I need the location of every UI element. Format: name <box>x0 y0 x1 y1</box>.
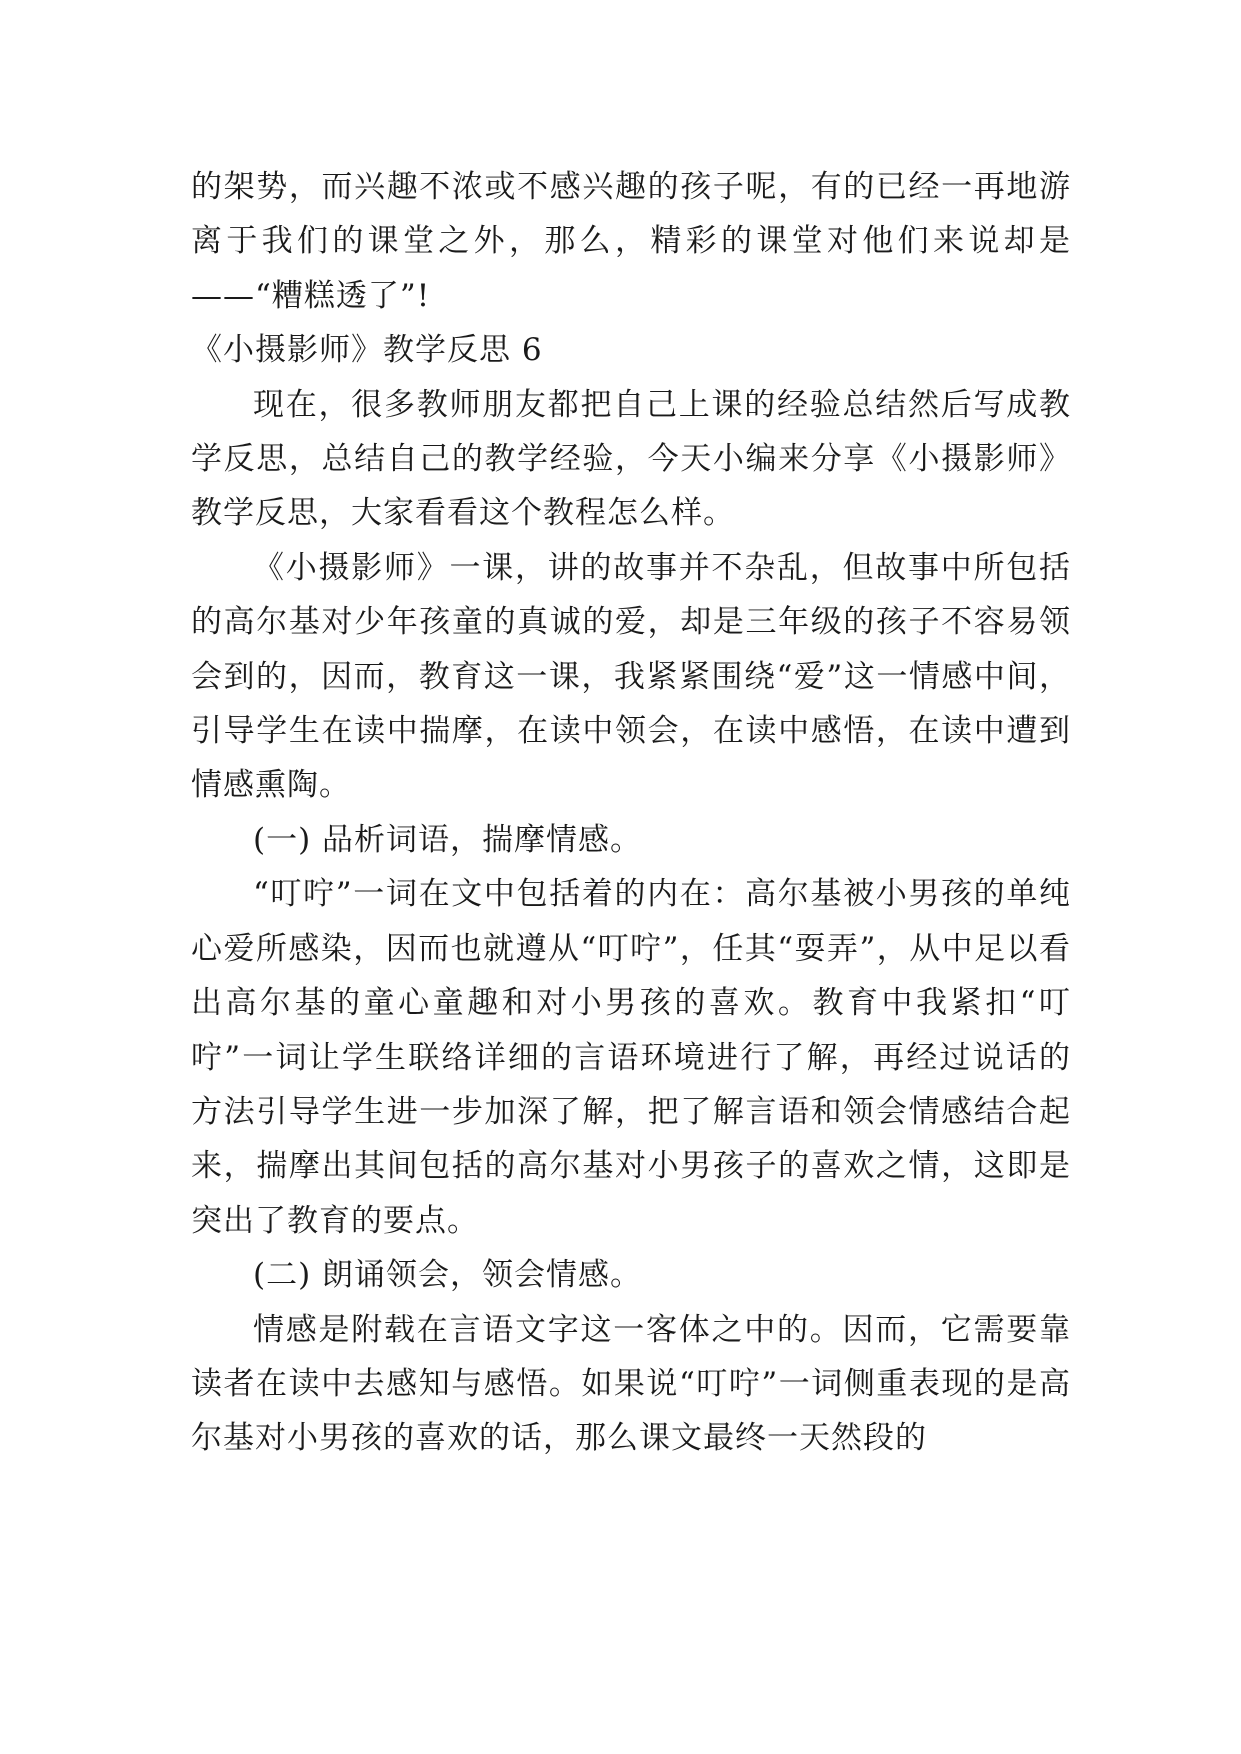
paragraph-intro: 现在，很多教师朋友都把自己上课的经验总结然后写成教学反思，总结自己的教学经验，今天小编来分享《小摄影师》教学反思，大家看看这个教程怎么样。 <box>191 386 1071 532</box>
paragraph-reading-emotion: 情感是附载在言语文字这一客体之中的。因而，它需要靠读者在读中去感知与感悟。如果说“叮咛”一词侧重表现的是高尔基对小男孩的喜欢的话，那么课文最终一天然段的 <box>191 1311 1071 1457</box>
paragraph-continuation: 的架势，而兴趣不浓或不感兴趣的孩子呢，有的已经一再地游离于我们的课堂之外，那么，精彩的课堂对他们来说却是——“糟糕透了”! <box>191 169 1071 314</box>
subheading-two: (二) 朗诵领会，领会情感。 <box>253 1257 643 1294</box>
subheading-one: (一) 品析词语，揣摩情感。 <box>253 821 643 858</box>
section-title: 《小摄影师》教学反思 6 <box>191 332 543 369</box>
document-body <box>191 160 1071 1466</box>
paragraph-word-analysis: “叮咛”一词在文中包括着的内在：高尔基被小男孩的单纯心爱所感染，因而也就遵从“叮咛”，任其“耍弄”，从中足以看出高尔基的童心童趣和对小男孩的喜欢。教育中我紧扣“叮咛”一词让学生联络详细的言语环境进行了解，再经过说话的方法引导学生进一步加深了解，把了解言语和领会情感结合起来，揣摩出其间包括的高尔基对小男孩子的喜欢之情，这即是突出了教育的要点。 <box>191 876 1071 1239</box>
paragraph-lesson-overview: 《小摄影师》一课，讲的故事并不杂乱，但故事中所包括的高尔基对少年孩童的真诚的爱，却是三年级的孩子不容易领会到的，因而，教育这一课，我紧紧围绕“爱”这一情感中间，引导学生在读中揣摩，在读中领会，在读中感悟，在读中遭到情感熏陶。 <box>191 549 1071 804</box>
